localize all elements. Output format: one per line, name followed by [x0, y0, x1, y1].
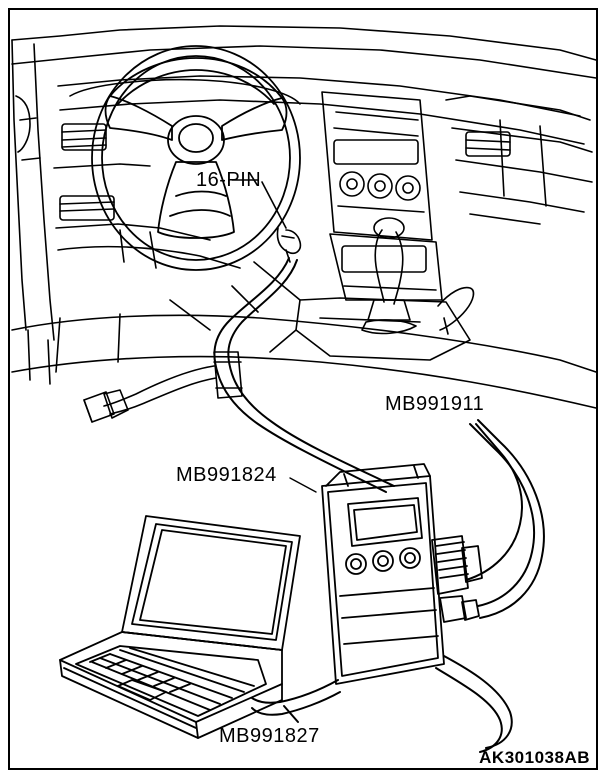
callout-mb991824: MB991824	[176, 464, 277, 486]
callout-mb991827: MB991827	[219, 725, 320, 747]
dashboard-group	[12, 26, 596, 408]
figure-id-code: AK301038AB	[479, 748, 590, 767]
interface-box-group	[322, 464, 482, 684]
callout-mb991911: MB991911	[385, 393, 485, 415]
obd-plug-branch	[84, 366, 216, 422]
callout-16-pin: 16-PIN	[196, 169, 262, 191]
cable-right-loop	[470, 420, 544, 618]
laptop-group	[60, 516, 300, 738]
